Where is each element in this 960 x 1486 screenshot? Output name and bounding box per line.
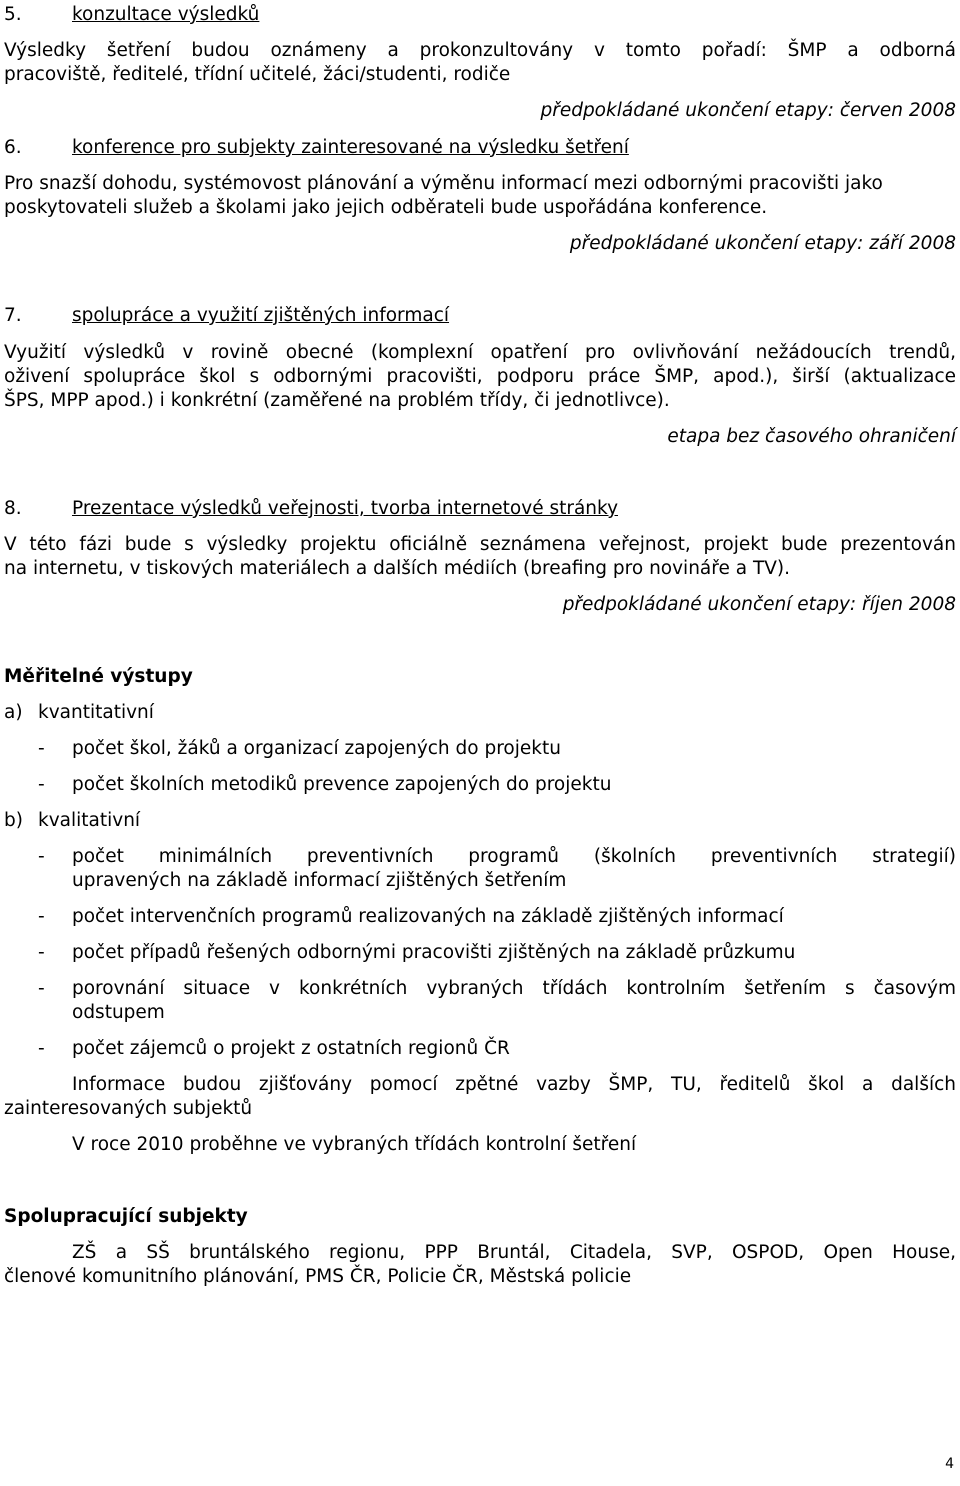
outputs-b-item-4-line-1: porovnání situace v konkrétních vybraných třídách kontrolním šetřením s časovým	[72, 978, 956, 999]
section-7-heading: spolupráce a využití zjištěných informací	[72, 305, 450, 326]
outputs-b-item-4-line-2: odstupem	[72, 1002, 165, 1023]
section-5-text-line-2: pracoviště, ředitelé, třídní učitelé, žáci/studenti, rodiče	[4, 64, 511, 85]
section-8-heading: Prezentace výsledků veřejnosti, tvorba internetové stránky	[72, 498, 619, 519]
list-dash: -	[38, 978, 45, 999]
list-dash: -	[38, 738, 45, 759]
outputs-b-item-1-line-2: upravených na základě informací zjištěných šetřením	[72, 870, 567, 891]
section-5-heading: konzultace výsledků	[72, 4, 260, 25]
outputs-a-label: a)	[4, 702, 23, 723]
outputs-info-line-1: Informace budou zjišťovány pomocí zpětné vazby ŠMP, TU, ředitelů škol a dalších	[72, 1074, 956, 1095]
outputs-info-line-2: zainteresovaných subjektů	[4, 1098, 253, 1119]
section-8-text-line-2: na internetu, v tiskových materiálech a dalších médiích (breafing pro novináře a TV).	[4, 558, 790, 579]
outputs-b-label: b)	[4, 810, 23, 831]
section-7-text-line-2: oživení spolupráce škol s odbornými pracovišti, podporu práce ŠMP, apod.), širší (aktualizace	[4, 366, 956, 387]
list-dash: -	[38, 774, 45, 795]
section-8-text-line-1: V této fázi bude s výsledky projektu oficiálně seznámena veřejnost, projekt bude prezentován	[4, 534, 956, 555]
section-6-text-line-2: poskytovateli služeb a školami jako jejich odběrateli bude uspořádána konference.	[4, 197, 768, 218]
page-number: 4	[945, 1456, 954, 1472]
list-dash: -	[38, 942, 45, 963]
section-8-number: 8.	[4, 498, 22, 519]
outputs-b-item-2: počet intervenčních programů realizovaných na základě zjištěných informací	[72, 906, 784, 927]
section-6-heading: konference pro subjekty zainteresované na výsledku šetření	[72, 137, 629, 158]
list-dash: -	[38, 846, 45, 867]
section-6-number: 6.	[4, 137, 22, 158]
section-7-text-line-1: Využití výsledků v rovině obecné (komplexní opatření pro ovlivňování nežádoucích trendů,	[4, 342, 956, 363]
outputs-a-text: kvantitativní	[38, 702, 154, 723]
section-6-text-line-1: Pro snazší dohodu, systémovost plánování a výměnu informací mezi odbornými pracovišti jako	[4, 173, 883, 194]
partners-line-1: ZŠ a SŠ bruntálského regionu, PPP Bruntál, Citadela, SVP, OSPOD, Open House,	[72, 1242, 956, 1263]
partners-heading: Spolupracující subjekty	[4, 1206, 248, 1227]
section-7-number: 7.	[4, 305, 22, 326]
outputs-b-item-1-line-1: počet minimálních preventivních programů (školních preventivních strategií)	[72, 846, 956, 867]
section-5-text-line-1: Výsledky šetření budou oznámeny a prokonzultovány v tomto pořadí: ŠMP a odborná	[4, 40, 956, 61]
outputs-heading: Měřitelné výstupy	[4, 666, 193, 687]
outputs-a-item-2: počet školních metodiků prevence zapojených do projektu	[72, 774, 612, 795]
outputs-b-item-3: počet případů řešených odbornými pracovišti zjištěných na základě průzkumu	[72, 942, 796, 963]
section-7-deadline: etapa bez časového ohraničení	[667, 426, 956, 447]
outputs-control-survey: V roce 2010 proběhne ve vybraných třídách kontrolní šetření	[72, 1134, 637, 1155]
outputs-b-item-5: počet zájemců o projekt z ostatních regionů ČR	[72, 1038, 510, 1059]
list-dash: -	[38, 1038, 45, 1059]
section-5-number: 5.	[4, 4, 22, 25]
section-5-deadline: předpokládané ukončení etapy: červen 2008	[540, 100, 956, 121]
outputs-b-text: kvalitativní	[38, 810, 141, 831]
outputs-a-item-1: počet škol, žáků a organizací zapojených do projektu	[72, 738, 561, 759]
section-7-text-line-3: ŠPS, MPP apod.) i konkrétní (zaměřené na problém třídy, či jednotlivce).	[4, 390, 670, 411]
list-dash: -	[38, 906, 45, 927]
section-8-deadline: předpokládané ukončení etapy: říjen 2008	[562, 594, 956, 615]
section-6-deadline: předpokládané ukončení etapy: září 2008	[569, 233, 956, 254]
partners-line-2: členové komunitního plánování, PMS ČR, Policie ČR, Městská policie	[4, 1266, 632, 1287]
